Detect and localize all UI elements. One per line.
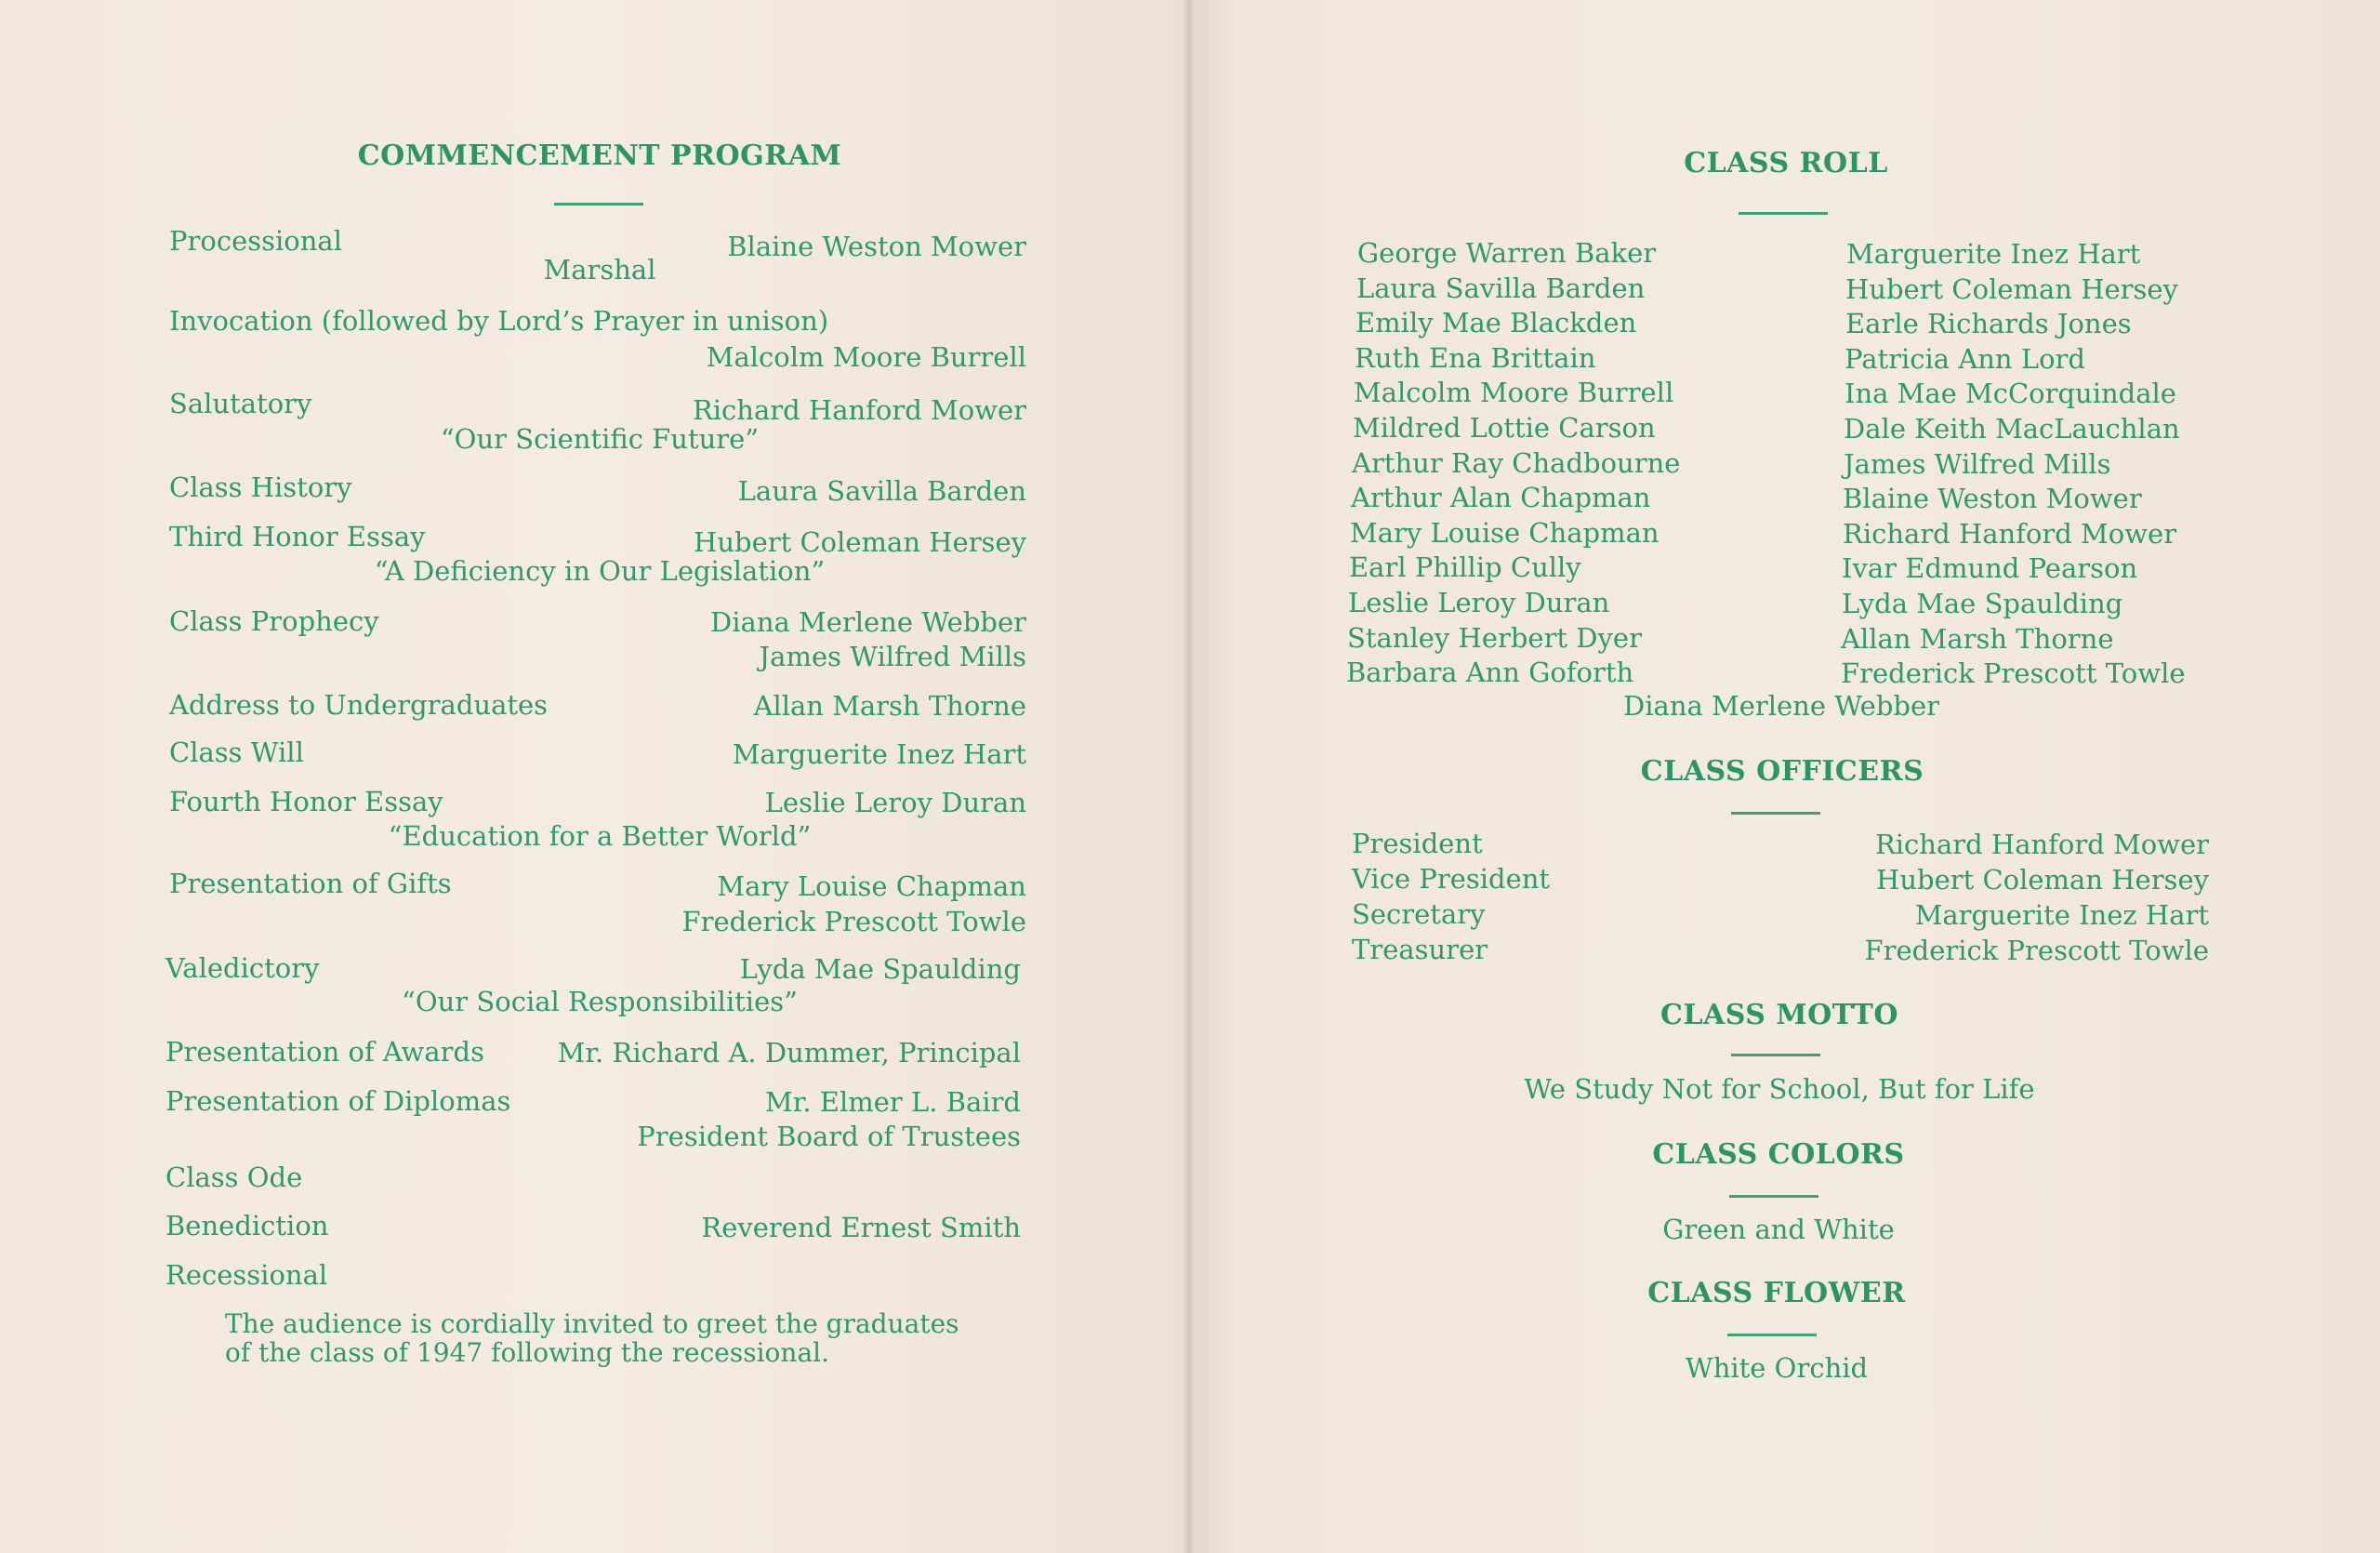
class-flower-title: CLASS FLOWER <box>1647 1277 1906 1309</box>
class-roll-name: Mary Louise Chapman <box>1350 516 1659 549</box>
class-roll-name: Marguerite Inez Hart <box>1846 238 2141 270</box>
officer-name: Richard Hanford Mower <box>1874 829 2209 860</box>
officer-name: Hubert Coleman Hersey <box>1876 864 2209 896</box>
program-item-label: Recessional <box>165 1259 328 1291</box>
program-item-label: Class Ode <box>165 1161 303 1193</box>
program-item-participant: Laura Savilla Barden <box>737 475 1026 507</box>
program-item-label: Valedictory <box>165 952 320 984</box>
program-item-label: Presentation of Gifts <box>169 868 452 899</box>
officer-title: Treasurer <box>1352 934 1488 965</box>
class-roll-name: Leslie Leroy Duran <box>1348 587 1610 618</box>
program-item-subtitle: “A Deficiency in Our Legislation” <box>374 555 826 587</box>
program-item-label: Presentation of Diplomas <box>165 1085 511 1117</box>
class-roll-name: Arthur Alan Chapman <box>1351 482 1651 514</box>
class-colors-text: Green and White <box>1662 1214 1895 1245</box>
officer-name: Marguerite Inez Hart <box>1914 899 2209 931</box>
class-roll-name: Barbara Ann Goforth <box>1346 657 1634 689</box>
program-item-label: Benediction <box>165 1210 329 1241</box>
program-item-subtitle: “Education for a Better World” <box>388 820 812 852</box>
class-roll-name: Ruth Ena Brittain <box>1355 341 1596 374</box>
class-motto-title: CLASS MOTTO <box>1660 999 1898 1031</box>
class-roll-name: Mildred Lottie Carson <box>1353 412 1656 444</box>
class-roll-name: Malcolm Moore Burrell <box>1354 377 1674 409</box>
class-roll-name: James Wilfred Mills <box>1844 447 2111 480</box>
class-officers-title: CLASS OFFICERS <box>1640 755 1924 788</box>
class-roll-name: Earle Richards Jones <box>1845 308 2132 340</box>
program-item-label: Processional <box>169 225 342 257</box>
class-motto-text: We Study Not for School, But for Life <box>1524 1073 2035 1105</box>
class-colors-rule <box>1729 1195 1818 1198</box>
left-page <box>0 0 1183 1553</box>
class-flower-text: White Orchid <box>1685 1352 1869 1384</box>
program-item-label: Class Will <box>169 737 304 768</box>
program-item-label: Class History <box>169 471 352 503</box>
audience-note-line-2: of the class of 1947 following the recessional. <box>225 1337 829 1368</box>
class-roll-name: Arthur Ray Chadbourne <box>1352 446 1681 479</box>
officer-title: Vice President <box>1352 863 1551 895</box>
program-item-participant: Reverend Ernest Smith <box>701 1212 1021 1243</box>
program-item-participant: Marguerite Inez Hart <box>732 738 1026 770</box>
class-roll-name: Frederick Prescott Towle <box>1841 657 2186 690</box>
class-roll-name: Blaine Weston Mower <box>1843 483 2142 515</box>
class-roll-name: Ina Mae McCorquindale <box>1844 378 2176 410</box>
program-item-participant-2: Frederick Prescott Towle <box>681 906 1026 937</box>
class-roll-name: Dale Keith MacLauchlan <box>1844 413 2180 445</box>
program-item-subtitle: Marshal <box>543 254 656 285</box>
class-roll-name: Ivar Edmund Pearson <box>1842 552 2138 585</box>
class-roll-name: Hubert Coleman Hersey <box>1845 272 2178 305</box>
program-item-participant: Blaine Weston Mower <box>727 231 1026 262</box>
program-item-participant-2: President Board of Trustees <box>637 1121 1021 1152</box>
program-item-participant: Allan Marsh Thorne <box>753 690 1026 722</box>
officer-title: President <box>1352 828 1483 859</box>
program-item-participant: Mr. Richard A. Dummer, Principal <box>557 1037 1021 1069</box>
program-item-participant: Richard Hanford Mower <box>692 394 1026 426</box>
class-roll-name: Patricia Ann Lord <box>1844 342 2085 375</box>
program-item-participant: Diana Merlene Webber <box>710 606 1026 638</box>
program-title: COMMENCEMENT PROGRAM <box>357 139 842 172</box>
program-item-label: Salutatory <box>169 388 312 419</box>
class-roll-name: Stanley Herbert Dyer <box>1347 621 1642 654</box>
program-item-label: Invocation (followed by Lord’s Prayer in unison) <box>169 305 829 337</box>
class-roll-title: CLASS ROLL <box>1684 147 1888 179</box>
program-item-participant: Mr. Elmer L. Baird <box>765 1086 1021 1118</box>
program-item-label: Fourth Honor Essay <box>169 786 443 817</box>
program-item-subtitle: “Our Scientific Future” <box>440 423 760 455</box>
program-item-participant: Mary Louise Chapman <box>717 870 1026 902</box>
class-roll-last-name: Diana Merlene Webber <box>1623 690 1939 722</box>
class-flower-rule <box>1727 1334 1817 1336</box>
program-item-participant: Malcolm Moore Burrell <box>706 341 1026 373</box>
class-roll-name: Laura Savilla Barden <box>1356 272 1646 304</box>
program-item-participant: Leslie Leroy Duran <box>764 787 1026 818</box>
officer-title: Secretary <box>1352 898 1486 930</box>
program-item-label: Third Honor Essay <box>169 521 426 552</box>
program-item-label: Presentation of Awards <box>165 1036 484 1068</box>
program-item-participant-2: James Wilfred Mills <box>759 641 1026 672</box>
class-roll-name: Allan Marsh Thorne <box>1841 622 2114 655</box>
page-fold <box>1183 0 1196 1553</box>
program-item-label: Class Prophecy <box>169 605 379 637</box>
class-officers-rule <box>1731 812 1820 815</box>
program-item-participant: Hubert Coleman Hersey <box>694 526 1026 558</box>
program-item-subtitle: “Our Social Responsibilities” <box>402 986 798 1017</box>
class-roll-name: Richard Hanford Mower <box>1843 517 2177 550</box>
title-rule <box>554 203 643 206</box>
class-roll-name: George Warren Baker <box>1357 237 1657 269</box>
class-roll-name: Emily Mae Blackden <box>1355 307 1637 339</box>
right-page <box>1196 0 2380 1553</box>
officer-name: Frederick Prescott Towle <box>1864 935 2209 966</box>
program-item-label: Address to Undergraduates <box>169 689 549 721</box>
class-roll-name: Lyda Mae Spaulding <box>1842 588 2123 619</box>
audience-note-line-1: The audience is cordially invited to greet the graduates <box>225 1308 959 1339</box>
class-roll-rule <box>1739 212 1828 215</box>
program-item-participant: Lyda Mae Spaulding <box>739 953 1021 985</box>
class-motto-rule <box>1731 1054 1820 1056</box>
class-colors-title: CLASS COLORS <box>1652 1138 1905 1171</box>
class-roll-name: Earl Phillip Cully <box>1349 551 1581 584</box>
